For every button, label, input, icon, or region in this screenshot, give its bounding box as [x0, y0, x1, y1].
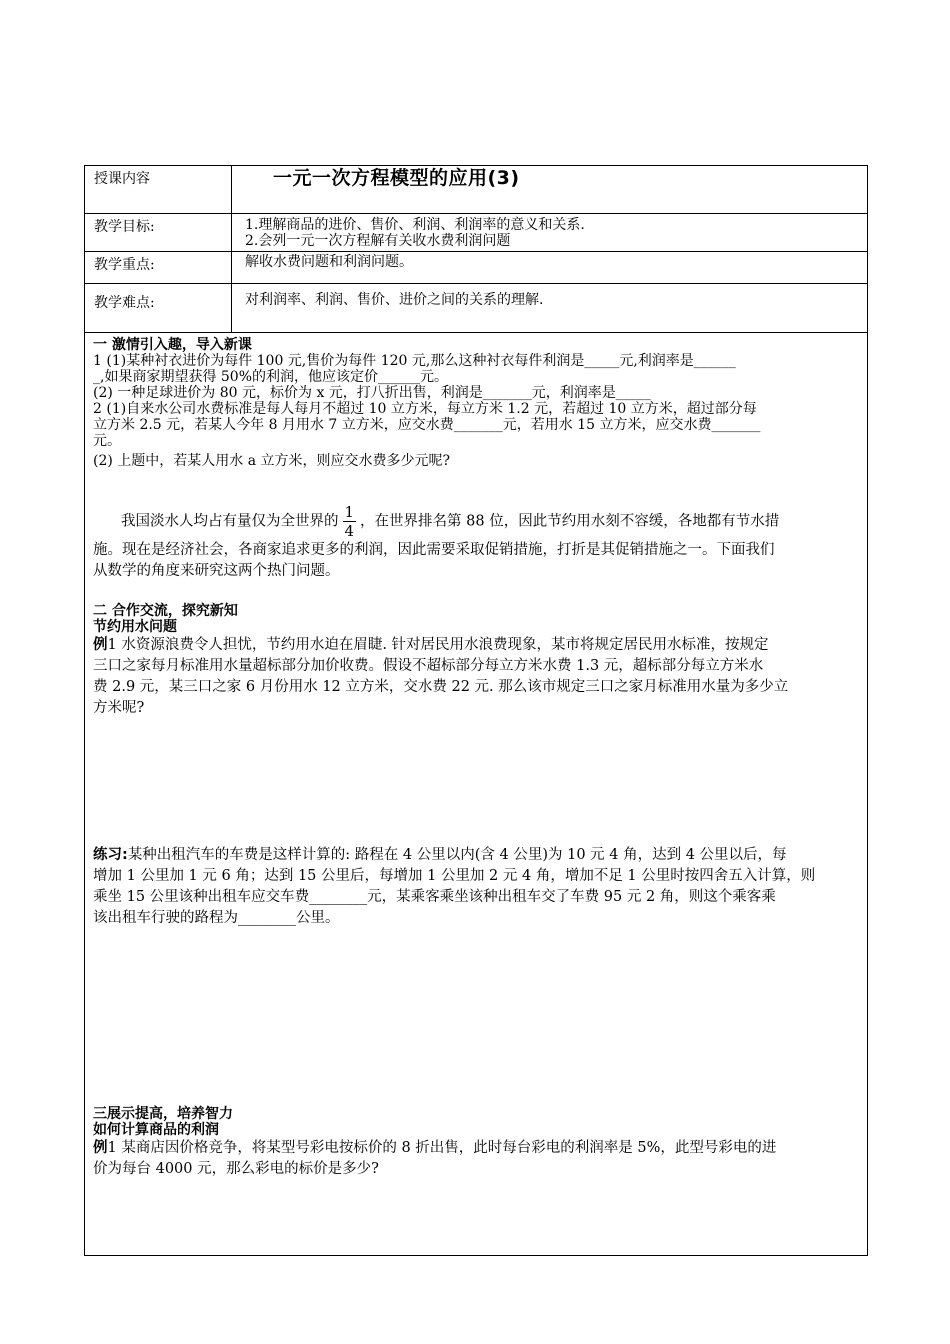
goal-cell — [233, 214, 867, 251]
practice-line-1 — [93, 845, 859, 866]
fraction-one-quarter — [343, 503, 357, 540]
section-1 — [93, 337, 859, 469]
ex1-line-1 — [93, 635, 859, 656]
practice-label: 练习: — [93, 847, 128, 863]
practice-text-1: 某种出租汽车的车费是这样计算的: 路程在 4 公里以内(含 4 公里)为 10 元 4 角，达到 4 公里以后，每 — [127, 847, 787, 863]
ex1-text-1: 1 水资源浪费令人担忧，节约用水迫在眉睫. 针对居民用水浪费现象，某市将规定居民用水标准，按规定 — [107, 637, 769, 653]
section-2-heading: 二 合作交流，探究新知 — [93, 603, 238, 619]
title-cell — [233, 166, 867, 213]
row-difficulty — [85, 284, 867, 333]
example-2 — [93, 1138, 859, 1180]
goal-2: 2.会列一元一次方程解有关收水费利润问题 — [245, 233, 511, 249]
section-3 — [93, 1106, 859, 1180]
difficulty: 对利润率、利润、售价、进价之间的关系的理解. — [245, 292, 544, 308]
s1-line-5: 立方米 2.5 元，若某人今年 8 月用水 7 立方米，应交水费_______元，若用水 15 立方米，应交水费_______ — [93, 417, 761, 433]
practice-line-3: 乘坐 15 公里该种出租车应交车费________元，某乘客乘坐该种出租车交了车费 95 元 2 角，则这个乘客乘 — [93, 889, 776, 905]
s1-line-3: (2) 一种足球进价为 80 元，标价为 x 元，打八折出售，利润是_______元，利润率是_____ — [93, 385, 651, 401]
intro-paragraph — [93, 503, 859, 582]
fraction-numerator: 1 — [344, 503, 355, 521]
intro-line-3: 从数学的角度来研究这两个热门问题。 — [93, 563, 340, 579]
goal-1: 1.理解商品的进价、售价、利润、利润率的意义和关系. — [245, 217, 585, 233]
intro-before: 我国淡水人均占有量仅为全世界的 — [121, 513, 339, 530]
goal-label: 教学目标: — [85, 214, 232, 251]
practice — [93, 845, 859, 929]
intro-first-line — [93, 503, 859, 540]
fraction-denominator: 4 — [344, 522, 355, 540]
row-goals — [85, 214, 867, 252]
key-label: 教学重点: — [85, 252, 232, 283]
lesson-plan-table — [84, 165, 868, 1256]
row-content — [85, 166, 867, 214]
page-title: 一元一次方程模型的应用(3) — [273, 167, 520, 189]
section-3-sub: 如何计算商品的利润 — [93, 1122, 219, 1138]
row-key — [85, 252, 867, 284]
ex1-line-2: 三口之家每月标准用水量超标部分加价收费。假设不超标部分每立方米水费 1.3 元，超标部分每立方米水 — [93, 658, 764, 674]
ex1-line-3: 费 2.9 元，某三口之家 6 月份用水 12 立方米，交水费 22 元. 那么该市规定三口之家月标准用水量为多少立 — [93, 679, 789, 695]
ex2-line-2: 价为每台 4000 元，那么彩电的标价是多少? — [93, 1161, 379, 1177]
section-2-sub: 节约用水问题 — [93, 619, 177, 635]
s1-line-7: (2) 上题中，若某人用水 a 立方米，则应交水费多少元呢? — [93, 453, 451, 469]
difficulty-label: 教学难点: — [85, 284, 232, 332]
example-1 — [93, 635, 859, 719]
section-3-heading: 三展示提高，培养智力 — [93, 1106, 233, 1122]
practice-line-4: 该出租车行驶的路程为________公里。 — [93, 910, 340, 926]
ex2-label: 例 — [93, 1140, 108, 1156]
ex2-text-1: 1 某商店因价格竞争，将某型号彩电按标价的 8 折出售，此时每台彩电的利润率是 5%，此型号彩电的进 — [107, 1140, 777, 1156]
intro-after: ，在世界排名第 88 位，因此节约用水刻不容缓，各地都有节水措 — [360, 513, 780, 530]
s1-line-6: 元。 — [93, 433, 121, 449]
content-label: 授课内容 — [85, 166, 232, 213]
s1-line-4: 2 (1)自来水公司水费标准是每人每月不超过 10 立方米，每立方米 1.2 元，若超过 10 立方米，超过部分每 — [93, 401, 757, 417]
practice-line-2: 增加 1 公里加 1 元 6 角；达到 15 公里后，每增加 1 公里加 2 元 4 角，增加不足 1 公里时按四舍五入计算，则 — [93, 868, 816, 884]
ex2-line-1 — [93, 1138, 859, 1159]
s1-line-1: 1 (1)某种衬衣进价为每件 100 元,售价为每件 120 元,那么这种衬衣每件利润是_____元,利润率是______ — [93, 353, 736, 369]
section-1-heading: 一 激情引入趣，导入新课 — [93, 337, 252, 353]
key-point: 解收水费问题和利润问题。 — [245, 254, 413, 270]
lesson-body — [85, 333, 867, 1255]
intro-line-2: 施。现在是经济社会，各商家追求更多的利润，因此需要采取促销措施，打折是其促销措施之一。下面我们 — [93, 542, 775, 558]
ex1-label: 例 — [93, 637, 108, 653]
section-2 — [93, 603, 859, 719]
s1-line-2: _,如果商家期望获得 50%的利润，他应该定价______元。 — [93, 369, 449, 385]
ex1-line-4: 方米呢? — [93, 700, 145, 716]
